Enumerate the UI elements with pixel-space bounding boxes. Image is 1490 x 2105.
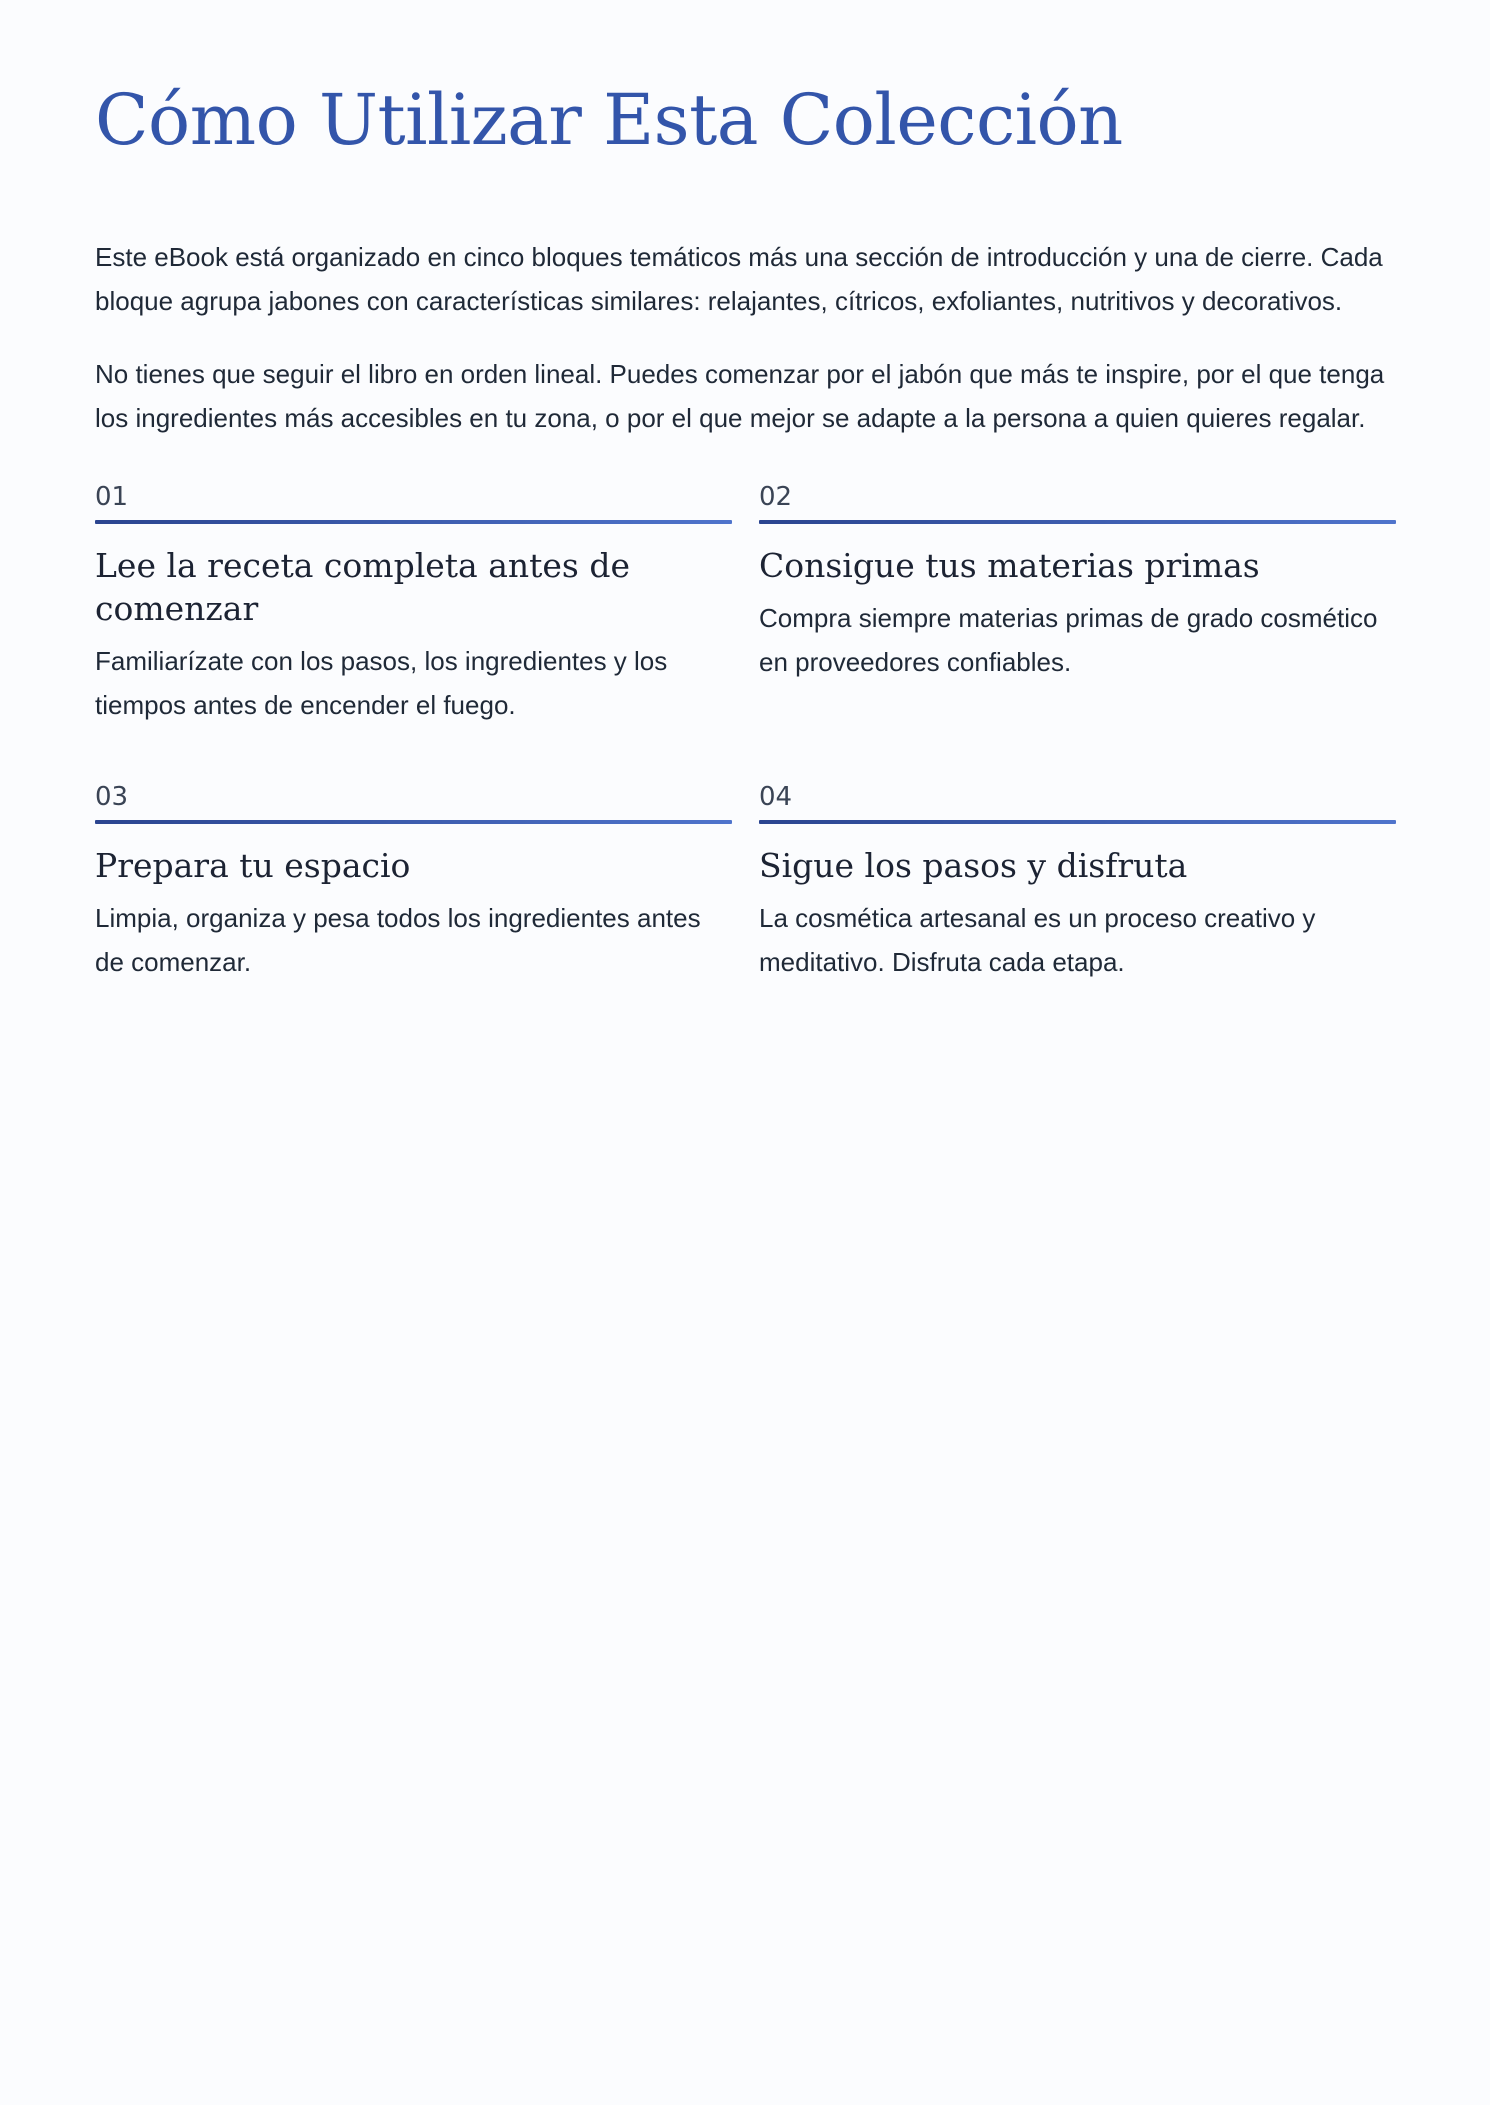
step-1 — [95, 482, 732, 782]
step-title: Prepara tu espacio — [95, 846, 411, 885]
page-title: Cómo Utilizar Esta Colección — [95, 79, 1123, 161]
step-2 — [759, 482, 1396, 782]
step-number: 03 — [95, 782, 129, 812]
step-title: Lee la receta completa antes de comenzar — [95, 546, 630, 628]
step-divider — [95, 520, 732, 524]
intro-paragraph-1: Este eBook está organizado en cinco bloques temáticos más una sección de introducción y una de cierre. Cada bloque agrupa jabones con características similares: relajantes, cítricos, exfoliantes, nutritivos y decorativos. — [95, 242, 1383, 316]
step-divider — [95, 820, 732, 824]
step-4 — [759, 782, 1396, 1082]
step-text: La cosmética artesanal es un proceso creativo y meditativo. Disfruta cada etapa. — [759, 903, 1316, 977]
intro-paragraph-2: No tienes que seguir el libro en orden lineal. Puedes comenzar por el jabón que más te inspire, por el que tenga los ingredientes más accesibles en tu zona, o por el que mejor se adapte a la persona a quien quieres regalar. — [95, 359, 1385, 433]
step-text: Familiarízate con los pasos, los ingredientes y los tiempos antes de encender el fuego. — [95, 646, 668, 720]
step-text: Limpia, organiza y pesa todos los ingredientes antes de comenzar. — [95, 903, 701, 977]
step-divider — [759, 520, 1396, 524]
step-number: 02 — [759, 482, 793, 512]
step-number: 04 — [759, 782, 793, 812]
step-3 — [95, 782, 732, 1082]
step-title: Sigue los pasos y disfruta — [759, 846, 1188, 885]
steps-grid — [95, 482, 1395, 1082]
step-text: Compra siempre materias primas de grado cosmético en proveedores confiables. — [759, 603, 1378, 677]
step-number: 01 — [95, 482, 129, 512]
step-title: Consigue tus materias primas — [759, 546, 1260, 585]
step-divider — [759, 820, 1396, 824]
